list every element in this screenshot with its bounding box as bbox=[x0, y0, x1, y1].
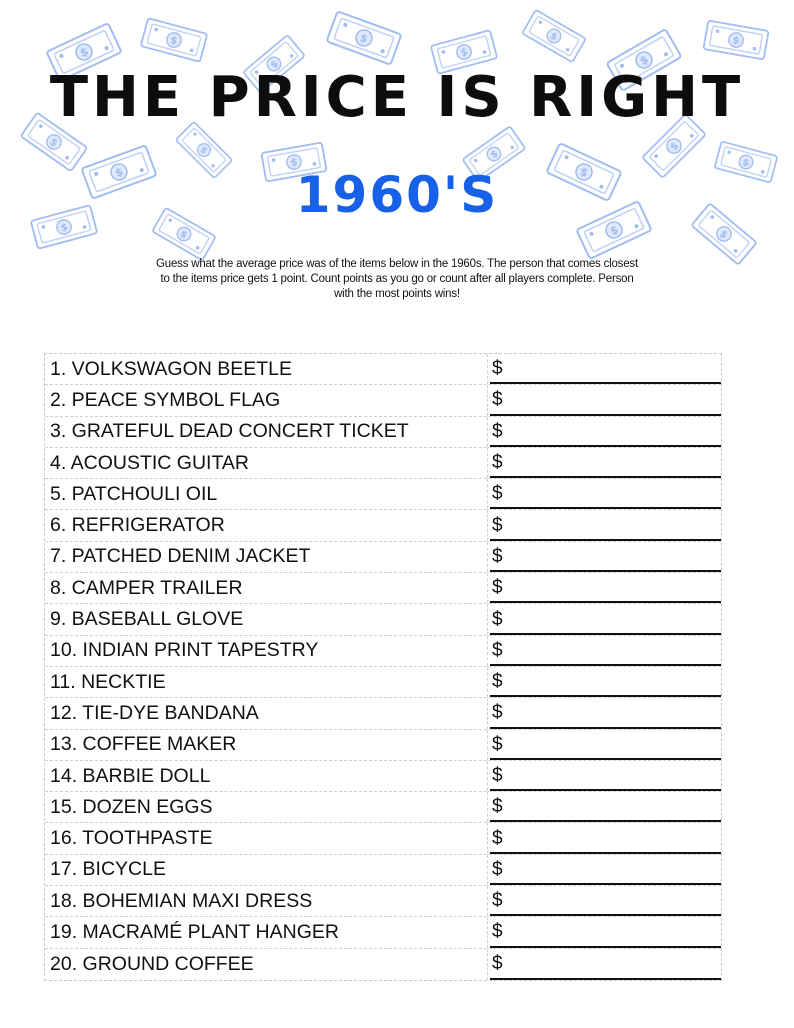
dollar-sign: $ bbox=[492, 671, 503, 693]
table-row bbox=[45, 698, 721, 729]
table-row bbox=[45, 448, 721, 479]
price-answer-field[interactable] bbox=[488, 604, 721, 634]
answer-underline bbox=[490, 507, 721, 509]
item-name: 2. PEACE SYMBOL FLAG bbox=[45, 385, 488, 415]
price-answer-field[interactable] bbox=[488, 855, 721, 885]
answer-underline bbox=[490, 946, 721, 948]
item-name: 4. ACOUSTIC GUITAR bbox=[45, 448, 488, 478]
price-answer-field[interactable] bbox=[488, 479, 721, 509]
price-answer-field[interactable] bbox=[488, 823, 721, 853]
dollar-sign: $ bbox=[492, 514, 503, 536]
item-name: 11. NECKTIE bbox=[45, 667, 488, 697]
table-row bbox=[45, 604, 721, 635]
price-answer-field[interactable] bbox=[488, 385, 721, 415]
price-answer-field[interactable] bbox=[488, 730, 721, 760]
answer-underline bbox=[490, 695, 721, 697]
price-answer-field[interactable] bbox=[488, 949, 721, 980]
dollar-sign: $ bbox=[492, 765, 503, 786]
item-name: 18. BOHEMIAN MAXI DRESS bbox=[45, 886, 488, 916]
price-answer-field[interactable] bbox=[488, 636, 721, 666]
dollar-sign: $ bbox=[492, 545, 503, 567]
answer-underline bbox=[490, 601, 721, 603]
answer-underline bbox=[490, 539, 721, 541]
price-answer-field[interactable] bbox=[488, 417, 721, 447]
price-answer-field[interactable] bbox=[488, 573, 721, 603]
dollar-sign: $ bbox=[492, 827, 503, 849]
table-row bbox=[45, 573, 721, 604]
dollar-sign: $ bbox=[492, 890, 503, 912]
dollar-sign: $ bbox=[492, 796, 503, 818]
table-row bbox=[45, 385, 721, 416]
price-guess-table bbox=[44, 353, 722, 981]
dollar-sign: $ bbox=[492, 608, 503, 630]
table-row bbox=[45, 886, 721, 917]
answer-underline bbox=[490, 476, 721, 478]
answer-underline bbox=[490, 914, 721, 916]
price-answer-field[interactable] bbox=[488, 761, 721, 791]
price-answer-field[interactable] bbox=[488, 448, 721, 478]
table-row bbox=[45, 730, 721, 761]
dollar-sign: $ bbox=[492, 577, 503, 599]
dollar-sign: $ bbox=[492, 953, 503, 975]
item-name: 6. REFRIGERATOR bbox=[45, 510, 488, 540]
answer-underline bbox=[490, 664, 721, 666]
table-row bbox=[45, 510, 721, 541]
price-answer-field[interactable] bbox=[488, 792, 721, 822]
dollar-sign: $ bbox=[492, 483, 503, 505]
answer-underline bbox=[490, 727, 721, 729]
table-row bbox=[45, 479, 721, 510]
falling-money-illustration: $ bbox=[24, 22, 770, 250]
answer-underline bbox=[490, 414, 721, 416]
item-name: 3. GRATEFUL DEAD CONCERT TICKET bbox=[45, 417, 488, 447]
item-name: 9. BASEBALL GLOVE bbox=[45, 604, 488, 634]
answer-underline bbox=[490, 382, 721, 384]
answer-underline bbox=[490, 445, 721, 447]
table-row bbox=[45, 636, 721, 667]
dollar-sign: $ bbox=[492, 358, 503, 380]
decade-subtitle: 1960'S bbox=[295, 166, 499, 224]
table-row bbox=[45, 792, 721, 823]
table-row bbox=[45, 949, 721, 980]
table-row bbox=[45, 917, 721, 948]
price-answer-field[interactable] bbox=[488, 510, 721, 540]
table-row bbox=[45, 823, 721, 854]
price-answer-field[interactable] bbox=[488, 886, 721, 916]
answer-underline bbox=[490, 852, 721, 854]
dollar-sign: $ bbox=[492, 420, 503, 442]
dollar-sign: $ bbox=[492, 858, 503, 880]
price-answer-field[interactable] bbox=[488, 542, 721, 572]
item-name: 16. TOOTHPASTE bbox=[45, 823, 488, 853]
item-name: 5. PATCHOULI OIL bbox=[45, 479, 488, 509]
answer-underline bbox=[490, 883, 721, 885]
table-row bbox=[45, 354, 721, 385]
price-answer-field[interactable] bbox=[488, 354, 721, 384]
item-name: 13. COFFEE MAKER bbox=[45, 730, 488, 760]
item-name: 12. TIE-DYE BANDANA bbox=[45, 698, 488, 728]
dollar-sign: $ bbox=[492, 639, 503, 661]
dollar-sign: $ bbox=[492, 702, 503, 724]
item-name: 14. BARBIE DOLL bbox=[45, 761, 488, 791]
item-name: 15. DOZEN EGGS bbox=[45, 792, 488, 822]
answer-underline bbox=[490, 633, 721, 635]
item-name: 17. BICYCLE bbox=[45, 855, 488, 885]
table-row bbox=[45, 542, 721, 573]
item-name: 20. GROUND COFFEE bbox=[45, 949, 488, 980]
price-answer-field[interactable] bbox=[488, 698, 721, 728]
table-row bbox=[45, 667, 721, 698]
dollar-sign: $ bbox=[492, 921, 503, 943]
header-banner bbox=[20, 16, 770, 250]
dollar-sign: $ bbox=[492, 452, 503, 474]
answer-underline bbox=[490, 789, 721, 791]
answer-underline bbox=[490, 978, 721, 980]
dollar-sign: $ bbox=[492, 389, 503, 411]
table-row bbox=[45, 855, 721, 886]
dollar-sign: $ bbox=[492, 733, 503, 755]
answer-underline bbox=[490, 570, 721, 572]
table-row bbox=[45, 761, 721, 792]
item-name: 7. PATCHED DENIM JACKET bbox=[45, 542, 488, 572]
item-name: 1. VOLKSWAGON BEETLE bbox=[45, 354, 488, 384]
price-answer-field[interactable] bbox=[488, 667, 721, 697]
price-answer-field[interactable] bbox=[488, 917, 721, 947]
answer-underline bbox=[490, 820, 721, 822]
item-name: 19. MACRAMÉ PLANT HANGER bbox=[45, 917, 488, 947]
table-row bbox=[45, 417, 721, 448]
game-instructions: Guess what the average price was of the items below in the 1960s. The person that comes closest to the items price gets 1 point. Count points as you go or count after all players complete. Person with the most points wins! bbox=[156, 258, 638, 300]
answer-underline bbox=[490, 758, 721, 760]
item-name: 8. CAMPER TRAILER bbox=[45, 573, 488, 603]
page-title: THE PRICE IS RIGHT bbox=[49, 65, 745, 130]
item-name: 10. INDIAN PRINT TAPESTRY bbox=[45, 636, 488, 666]
